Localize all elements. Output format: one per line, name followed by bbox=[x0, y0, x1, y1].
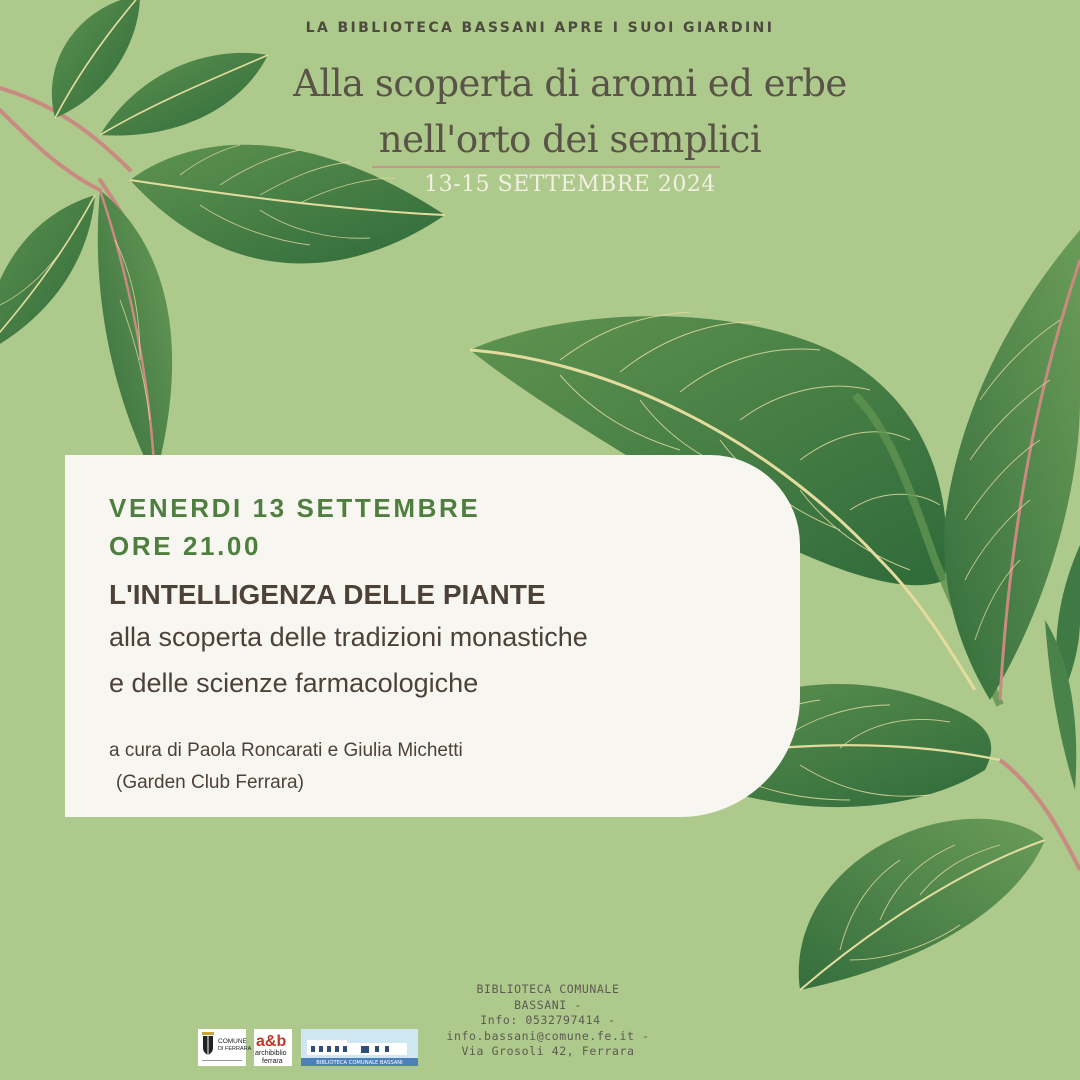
footer-phone: Info: 0532797414 - bbox=[480, 1013, 616, 1027]
archibiblio-line-2: ferrara bbox=[262, 1058, 283, 1065]
far-right-leaf bbox=[944, 230, 1080, 700]
archibiblio-logo bbox=[254, 1029, 292, 1066]
archibiblio-mark: a&b bbox=[256, 1033, 287, 1050]
event-title: L'INTELLIGENZA DELLE PIANTE bbox=[109, 579, 546, 610]
footer-address: Via Grosoli 42, Ferrara bbox=[461, 1044, 635, 1058]
footer-line: BASSANI - bbox=[514, 997, 582, 1012]
event-subtitle-line-2: e delle scienze farmacologiche bbox=[109, 668, 479, 698]
archibiblio-line-1: archibiblio bbox=[255, 1050, 287, 1057]
header-kicker: LA BIBLIOTECA BASSANI APRE I SUOI GIARDINI bbox=[305, 20, 775, 36]
title-divider bbox=[372, 166, 720, 168]
event-subtitle-line-1: alla scoperta delle tradizioni monastiche bbox=[109, 622, 588, 652]
footer-contact-info bbox=[430, 982, 666, 1060]
footer-line: BIBLIOTECA COMUNALE bbox=[476, 982, 620, 996]
title-line-2: nell'orto dei semplici bbox=[378, 118, 762, 161]
comune-logo-line-2: DI FERRARA bbox=[218, 1046, 252, 1052]
event-curators: a cura di Paola Roncarati e Giulia Michetti bbox=[109, 740, 463, 761]
bassani-logo-label: BIBLIOTECA COMUNALE BASSANI bbox=[316, 1060, 403, 1066]
comune-ferrara-logo bbox=[198, 1029, 252, 1066]
event-date: VENERDI 13 SETTEMBRE bbox=[109, 493, 481, 523]
title-line-1: Alla scoperta di aromi ed erbe bbox=[293, 62, 847, 105]
footer-email: info.bassani@comune.fe.it - bbox=[446, 1028, 650, 1043]
event-organization: (Garden Club Ferrara) bbox=[116, 772, 304, 793]
event-time: ORE 21.00 bbox=[109, 531, 262, 561]
comune-logo-line-1: COMUNE bbox=[218, 1038, 247, 1045]
biblioteca-bassani-logo bbox=[301, 1029, 418, 1066]
event-dates: 13-15 SETTEMBRE 2024 bbox=[424, 172, 716, 197]
